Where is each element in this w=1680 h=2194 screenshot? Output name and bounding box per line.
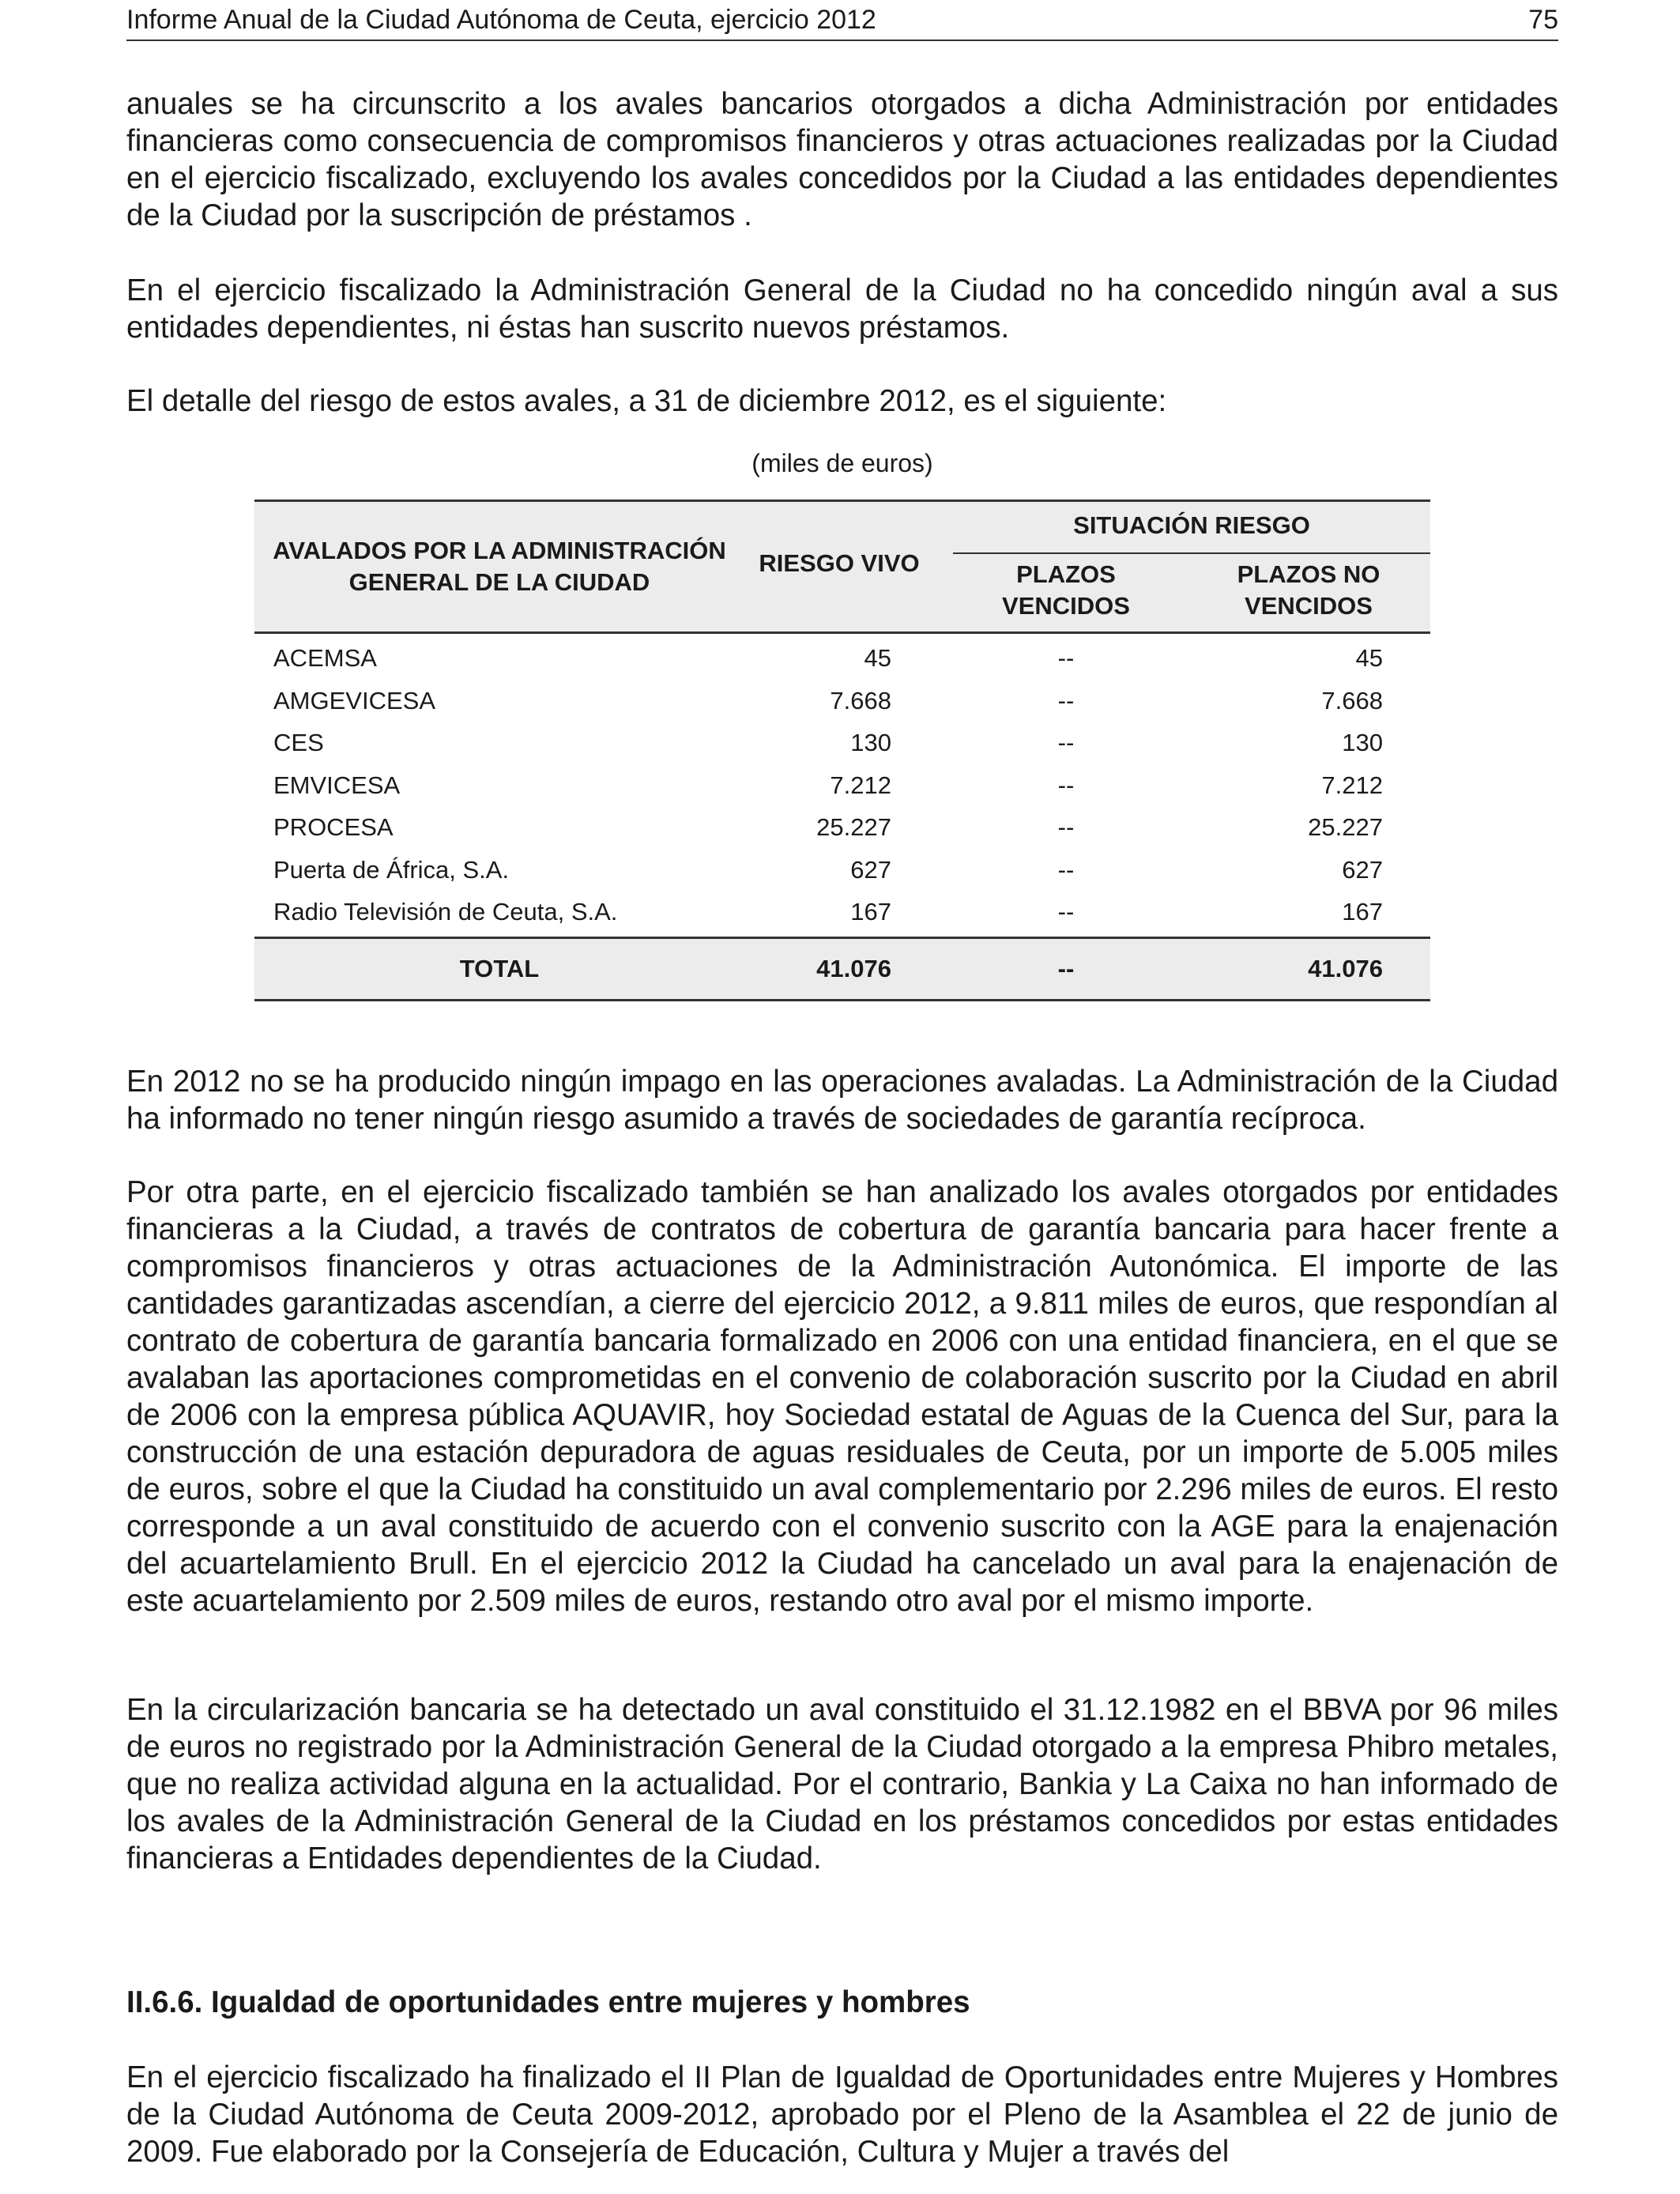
cell-riesgo-vivo: 130 (850, 729, 891, 756)
cell-plazos-no-vencidos: 25.227 (1308, 813, 1383, 841)
cell-plazos-vencidos: -- (1057, 729, 1075, 756)
cell-plazos-vencidos: -- (1057, 771, 1075, 799)
header-group-divider (953, 552, 1430, 554)
table-row (254, 680, 1430, 722)
header-plazos-vencidos-line1: PLAZOS (1016, 560, 1116, 588)
cell-plazos-no-vencidos: 7.668 (1321, 686, 1383, 714)
total-riesgo-vivo: 41.076 (816, 954, 891, 982)
cell-entity: ACEMSA (273, 644, 377, 672)
cell-riesgo-vivo: 7.668 (830, 686, 891, 714)
paragraph-6: En la circularización bancaria se ha detectado un aval constituido el 31.12.1982 en el BBVA por 96 miles de euros no registrado por la Administración General de la Ciudad otorgado a la empresa Phibro metales, que no realiza actividad alguna en la actualidad. Por el contrario, Bankia y La Caixa no han informado de los avales de la Administración General de la Ciudad en los préstamos concedidos por estas entidades financieras a Entidades dependientes de la Ciudad. (126, 1693, 1558, 1875)
cell-riesgo-vivo: 7.212 (830, 771, 891, 799)
cell-plazos-vencidos: -- (1057, 898, 1075, 925)
table-header (254, 499, 1430, 634)
cell-riesgo-vivo: 45 (864, 644, 891, 672)
running-header (126, 0, 1558, 41)
cell-plazos-vencidos: -- (1057, 813, 1075, 841)
table-caption: (miles de euros) (751, 449, 933, 477)
paragraph-4: En 2012 no se ha producido ningún impago en las operaciones avaladas. La Administración de la Ciudad ha informado no tener ningún riesgo asumido a través de sociedades de garantía recíproca. (126, 1065, 1558, 1136)
table-row (254, 806, 1430, 849)
cell-riesgo-vivo: 627 (850, 855, 891, 884)
table-row (254, 764, 1430, 807)
paragraph-5: Por otra parte, en el ejercicio fiscalizado también se han analizado los avales otorgados por entidades financieras a la Ciudad, a través de contratos de cobertura de garantía bancaria para hacer frente a compromisos financieros y otras actuaciones de la Administración Autonómica. El importe de las cantidades garantizadas ascendían, a cierre del ejercicio 2012, a 9.811 miles de euros, que respondían al contrato de cobertura de garantía bancaria formalizado en 2006 con una entidad financiera, en el que se avalaban las aportaciones comprometidas en el convenio de colaboración suscrito por la Ciudad en abril de 2006 con la empresa pública AQUAVIR, hoy Sociedad estatal de Aguas de la Cuenca del Sur, para la construcción de una estación depuradora de aguas residuales de Ceuta, por un importe de 5.005 miles de euros, sobre el que la Ciudad ha constituido un aval complementario por 2.296 miles de euros. El resto corresponde a un aval constituido de acuerdo con el convenio suscrito con la AGE para la enajenación del acuartelamiento Brull. En el ejercicio 2012 la Ciudad ha cancelado un aval para la enajenación de este acuartelamiento por 2.509 miles de euros, restando otro aval por el mismo importe. (126, 1175, 1558, 1618)
table-row (254, 849, 1430, 892)
cell-plazos-no-vencidos: 130 (1342, 729, 1383, 756)
header-avalados (254, 535, 744, 598)
cell-plazos-no-vencidos: 167 (1342, 898, 1383, 925)
total-plazos-no-vencidos: 41.076 (1308, 954, 1383, 982)
total-plazos-vencidos: -- (1057, 954, 1075, 982)
header-avalados-line1: AVALADOS POR LA ADMINISTRACIÓN (273, 537, 726, 564)
cell-plazos-vencidos: -- (1057, 686, 1075, 714)
cell-riesgo-vivo: 167 (850, 898, 891, 925)
table-total-row (254, 937, 1430, 1001)
paragraph-2: En el ejercicio fiscalizado la Administración General de la Ciudad no ha concedido ningún aval a sus entidades dependientes, ni éstas han suscrito nuevos préstamos. (126, 273, 1558, 345)
header-plazos-vencidos (953, 559, 1179, 622)
cell-entity: Radio Televisión de Ceuta, S.A. (273, 898, 618, 925)
cell-plazos-vencidos: -- (1057, 644, 1075, 672)
table-row (254, 722, 1430, 764)
header-situacion-riesgo: SITUACIÓN RIESGO (1073, 511, 1310, 539)
cell-entity: AMGEVICESA (273, 686, 435, 714)
cell-plazos-no-vencidos: 7.212 (1321, 771, 1383, 799)
avales-table (254, 499, 1430, 1001)
cell-entity: PROCESA (273, 813, 394, 841)
paragraph-3: El detalle del riesgo de estos avales, a 31 de diciembre 2012, es el siguiente: (126, 384, 1167, 418)
paragraph-7: En el ejercicio fiscalizado ha finalizado el II Plan de Igualdad de Oportunidades entre Mujeres y Hombres de la Ciudad Autónoma de Ceuta 2009-2012, aprobado por el Pleno de la Asamblea el 22 de junio de 2009. Fue elaborado por la Consejería de Educación, Cultura y Mujer a través del (126, 2060, 1558, 2169)
header-plazos-no-vencidos-line2: VENCIDOS (1245, 592, 1373, 620)
table-row (254, 891, 1430, 933)
cell-plazos-no-vencidos: 627 (1342, 855, 1383, 884)
header-plazos-no-vencidos-line1: PLAZOS NO (1237, 560, 1381, 588)
header-title: Informe Anual de la Ciudad Autónoma de Ceuta, ejercicio 2012 (126, 5, 876, 35)
paragraph-1: anuales se ha circunscrito a los avales bancarios otorgados a dicha Administración por entidades financieras como consecuencia de compromisos financieros y otras actuaciones realizadas por la Ciudad en el ejercicio fiscalizado, excluyendo los avales concedidos por la Ciudad a las entidades dependientes de la Ciudad por la suscripción de préstamos . (126, 87, 1558, 232)
cell-riesgo-vivo: 25.227 (816, 813, 891, 841)
header-plazos-no-vencidos (1187, 559, 1430, 622)
header-avalados-line2: GENERAL DE LA CIUDAD (348, 568, 650, 596)
cell-entity: CES (273, 729, 324, 756)
total-label: TOTAL (459, 954, 540, 982)
cell-plazos-vencidos: -- (1057, 855, 1075, 884)
section-heading: II.6.6. Igualdad de oportunidades entre mujeres y hombres (126, 1985, 970, 2019)
cell-entity: Puerta de África, S.A. (273, 855, 510, 884)
cell-plazos-no-vencidos: 45 (1355, 644, 1383, 672)
header-plazos-vencidos-line2: VENCIDOS (1002, 592, 1130, 620)
cell-entity: EMVICESA (273, 771, 401, 799)
table-row (254, 637, 1430, 680)
page-number: 75 (1528, 5, 1558, 35)
header-riesgo-vivo: RIESGO VIVO (759, 549, 920, 577)
